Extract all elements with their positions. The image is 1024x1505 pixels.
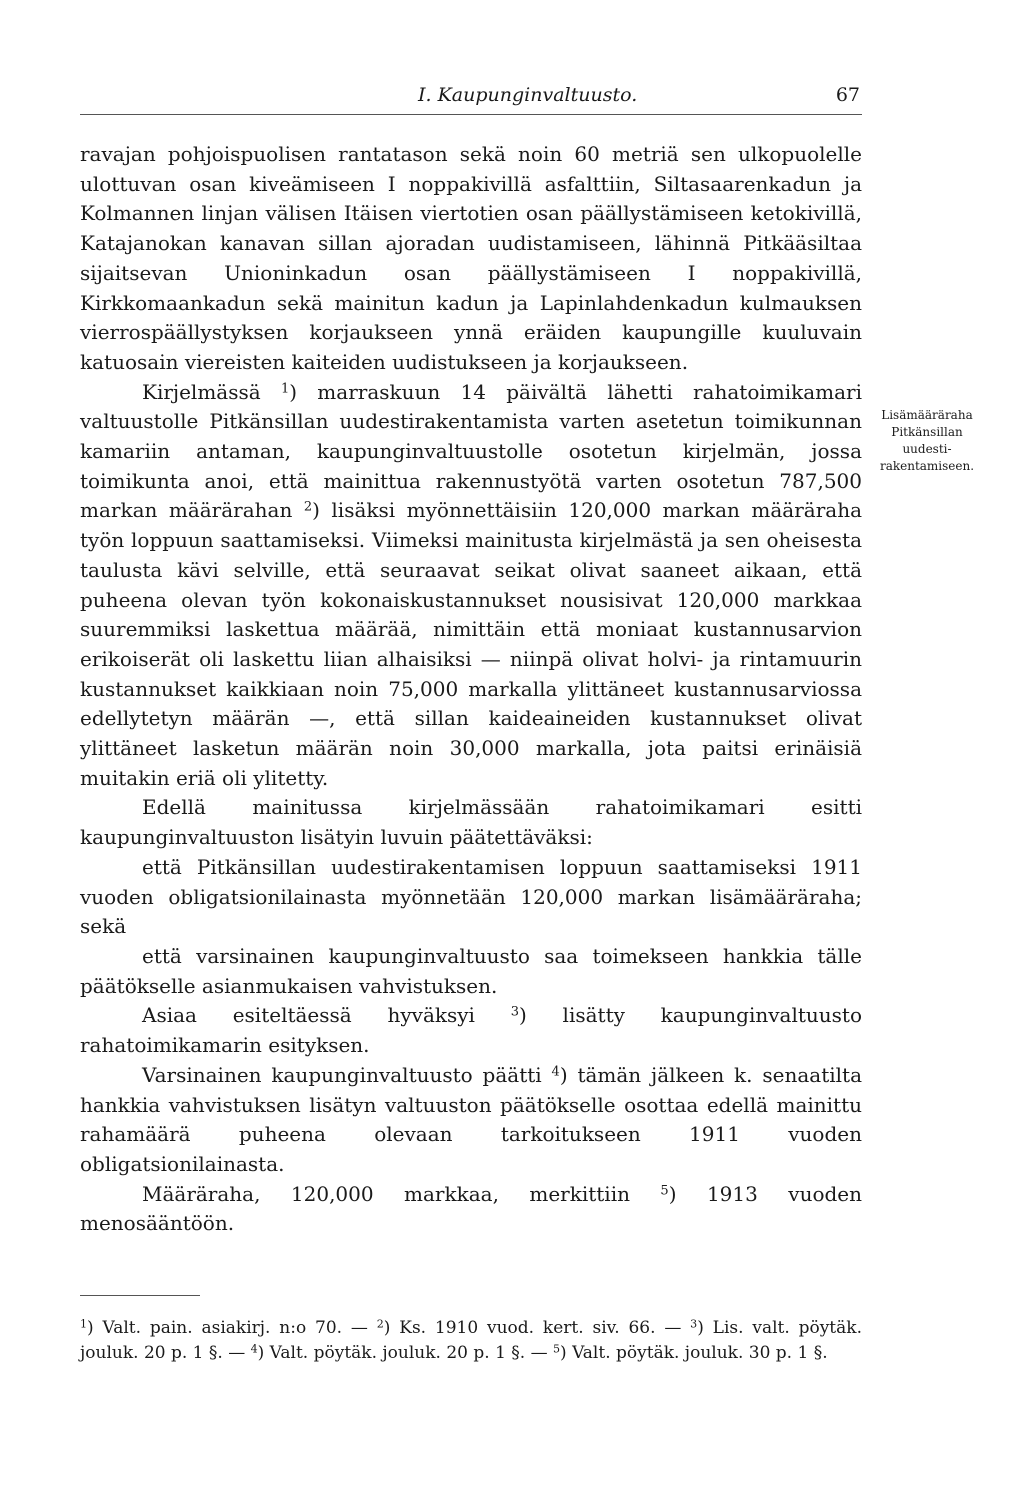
paragraph-continuation: ravajan pohjoispuolisen rantatason sekä noin 60 metriä sen ulkopuolelle ulottuvan osan kiveämiseen I noppakivillä asfalttiin, Siltasaarenkadun ja Kolmannen linjan välisen Itäisen viertotien osan päällystämiseen ketokivillä, Katajanokan kanavan sillan ajoradan uudistamiseen, lähinnä Pitkääsiltaa sijaitsevan Unioninkadun osan päällystämiseen I noppakivillä, Kirkkomaankadun sekä mainitun kadun ja Lapinlahdenkadun kulmauksen vierrospäällystyksen korjaukseen ynnä eräiden kaupungille kuuluvain katuosain viereisten kaiteiden uudistukseen ja korjaukseen.: [80, 142, 862, 374]
footnote-ref-1: 1: [280, 381, 290, 397]
margin-note-line: uudesti-: [902, 442, 952, 456]
margin-note-line: Pitkänsillan: [891, 425, 963, 439]
margin-note: [872, 407, 982, 475]
margin-note-line: rakentamiseen.: [879, 459, 975, 473]
paragraph-proposal-2: että varsinainen kaupunginvaltuusto saa toimekseen hankkia tälle päätökselle asianmukaisen vahvistuksen.: [80, 943, 862, 998]
paragraph-esitys: Edellä mainitussa kirjelmässään rahatoimikamari esitti kaupunginvaltuuston lisätyin luvuin päätettäväksi:: [80, 795, 862, 850]
paragraph-maararaha: Määräraha, 120,000 markkaa, merkittiin $^5$) 1913 vuoden menosääntöön.: [80, 1181, 863, 1236]
footnote-ref-3: 3: [510, 1004, 519, 1020]
paragraph-paatti: Varsinainen kaupunginvaltuusto päätti $^4$) tämän jälkeen k. senaatilta hankkia vahvistuksen lisätyn valtuuston päätökselle osottaa edellä mainittu rahamäärä puheena olevaan tarkoitukseen 1911 vuoden obligatsionilainasta.: [80, 1062, 862, 1176]
margin-note-line: Lisämääräraha: [881, 408, 973, 422]
footnote-ref-4: 4: [551, 1064, 560, 1080]
paragraph-proposal-1: että Pitkänsillan uudestirakentamisen loppuun saattamiseksi 1911 vuoden obligatsionilainasta myönnetään 120,000 markan lisämääräraha; sekä: [80, 854, 862, 939]
page-header: [80, 84, 862, 115]
page-number: 67: [835, 84, 860, 106]
running-title: I. Kaupunginvaltuusto.: [418, 84, 638, 106]
footnotes: $^1$) Valt. pain. asiakirj. n:o 70. — $^2$) Ks. 1910 vuod. kert. siv. 66. — $^3$) Lis. valt. pöytäk. jouluk. 20 p. 1 §. — $^4$) Valt. pöytäk. jouluk. 20 p. 1 §. — $^5$) Valt. pöytäk. jouluk. 30 p. 1 §.: [80, 1317, 862, 1363]
paragraph-hyvaksyi: Asiaa esiteltäessä hyväksyi $^3$) lisätty kaupunginvaltuusto rahatoimikamarin esityksen.: [80, 1003, 862, 1058]
footnote-ref-5: 5: [660, 1183, 669, 1199]
footnote-divider: [80, 1295, 200, 1296]
paragraph-kirjelma: Kirjelmässä $^1$) marraskuun 14 päivältä lähetti rahatoimikamari valtuustolle Pitkänsillan uudestirakentamista varten asetetun toimikunnan kamariin antaman, kaupunginvaltuustolle osotetun kirjelmän, jossa toimikunta anoi, että mainittua rakennustyötä varten osotetun 787,500 markan määrärahan $^2$) lisäksi myönnettäisiin 120,000 markan määräraha työn loppuun saattamiseksi. Viimeksi mainitusta kirjelmästä ja sen oheisesta taulusta kävi selville, että seuraavat seikat olivat saaneet aikaan, että puheena olevan työn kokonaiskustannukset nousisivat 120,000 markkaa suuremmiksi laskettua määrää, nimittäin että moniaat kustannusarvion erikoiserät oli laskettu liian alhaisiksi — niinpä olivat holvi- ja rintamuurin kustannukset kaikkiaan noin 75,000 markalla ylittäneet kustannusarviossa edellytetyn määrän —, että sillan kaideaineiden kustannukset olivat ylittäneet lasketun määrän noin 30,000 markalla, jota paitsi erinäisiä muitakin eriä oli ylitetty.: [80, 379, 863, 790]
footnote-ref-2: 2: [303, 499, 313, 515]
body-text: [80, 140, 862, 1239]
